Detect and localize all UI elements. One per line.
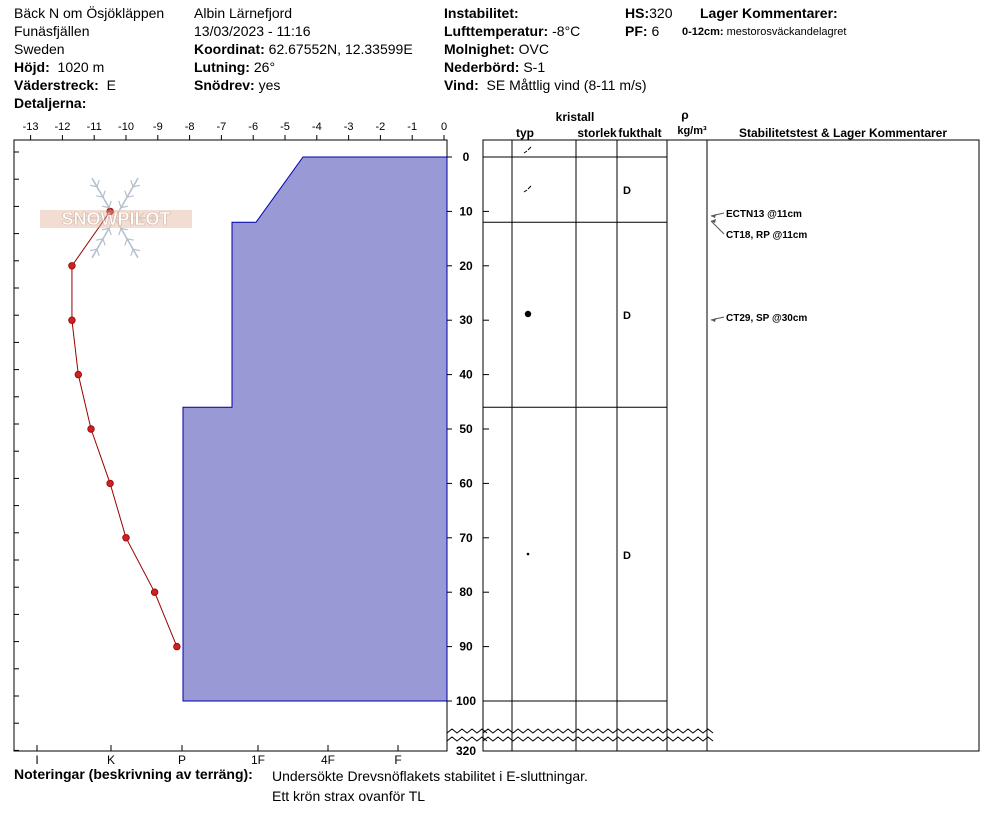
coordinates: Koordinat: 62.67552N, 12.33599E <box>194 41 413 57</box>
snowflake-branch <box>97 249 99 256</box>
layer-comments-title: Lager Kommentarer: <box>700 5 838 21</box>
grain-symbol-decomposing <box>524 147 531 153</box>
temp-tick-label: -1 <box>407 121 418 133</box>
notes-line-2: Ett krön strax ovanför TL <box>272 788 426 804</box>
snowflake-branch <box>109 228 111 235</box>
temperature-point <box>174 643 181 650</box>
temp-tick-label: -9 <box>152 121 163 133</box>
break-zigzag <box>483 737 713 741</box>
temp-tick-label: -13 <box>22 121 39 133</box>
col-typ: typ <box>516 126 534 140</box>
grain-symbol-rounded <box>525 311 531 317</box>
hardness-tick-label: F <box>394 753 402 767</box>
snowflake-branch <box>103 191 105 198</box>
stability-test-label: ECTN13 @11cm <box>726 209 802 220</box>
snowflake-branch <box>131 180 133 187</box>
temperature-point <box>123 535 130 542</box>
hardness-tick-label: K <box>106 753 116 767</box>
depth-tick-label: 50 <box>459 422 473 436</box>
snowflake-branch <box>109 201 111 208</box>
snowflake-branch <box>131 249 133 256</box>
snowpilot-logo <box>40 178 192 258</box>
depth-tick-label: 30 <box>459 313 473 328</box>
grain-symbol-rounded-small <box>527 553 530 556</box>
break-zigzag <box>447 737 487 741</box>
temp-tick-label: -4 <box>311 121 322 133</box>
drift: Snödrev: yes <box>194 77 281 93</box>
temperature-point <box>69 317 76 324</box>
stability-test-label: CT18, RP @11cm <box>726 230 808 241</box>
hardness-profile <box>183 157 447 701</box>
notes-line-1: Undersökte Drevsnöflakets stabilitet i E-sluttningar. <box>272 768 588 784</box>
depth-bottom-label: 320 <box>455 744 477 758</box>
precip: Nederbörd: S-1 <box>444 59 546 75</box>
pf: PF: 6 <box>625 23 660 39</box>
sky: Molnighet: OVC <box>444 41 549 57</box>
location: Bäck N om Ösjökläppen <box>14 5 165 21</box>
elevation: Höjd: 1020 m <box>14 59 105 75</box>
hs: HS:320 <box>625 5 673 21</box>
logo-text: SNOWPILOT <box>61 209 171 229</box>
depth-tick-label: 90 <box>459 639 473 654</box>
notes <box>14 766 253 782</box>
hardness-tick-label: I <box>35 753 39 767</box>
temp-tick-label: 0 <box>440 121 448 133</box>
snowflake-branch <box>97 180 99 187</box>
depth-tick-label: 100 <box>455 694 477 708</box>
temperature-point <box>69 263 76 270</box>
moisture-label: D <box>623 550 631 562</box>
snowflake-branch <box>125 239 127 246</box>
test-arrow <box>711 221 724 234</box>
hardness-tick-label: P <box>177 753 187 767</box>
col-stability: Stabilitetstest & Lager Kommentarer <box>738 126 948 140</box>
layer-comment-row: 0-12cm: mestorosväckandelagret <box>682 26 847 38</box>
test-arrowhead <box>711 318 716 322</box>
depth-tick-label: 10 <box>459 204 473 219</box>
col-rho-unit: kg/m³ <box>677 125 707 137</box>
hardness-tick-label: 4F <box>320 753 336 767</box>
snowflake-branch <box>125 191 127 198</box>
country: Sweden <box>14 41 65 57</box>
hardness-tick-label: 1F <box>250 753 266 767</box>
test-arrowhead <box>711 214 716 218</box>
temp-tick-label: -12 <box>54 121 71 133</box>
col-fukthalt: fukthalt <box>618 126 662 140</box>
col-storlek: storlek <box>577 126 617 140</box>
col-kristall: kristall <box>555 110 595 124</box>
temperature-point <box>107 480 114 487</box>
stability-test-label: CT29, SP @30cm <box>726 313 808 324</box>
observer: Albin Lärnefjord <box>194 5 293 21</box>
break-zigzag <box>483 729 713 733</box>
grain-symbol-decomposing <box>524 186 531 192</box>
break-zigzag <box>447 729 487 733</box>
depth-tick-label: 20 <box>459 258 473 273</box>
snowflake-branch <box>119 228 121 235</box>
temp-tick-label: -8 <box>184 121 195 133</box>
notes-label: Noteringar (beskrivning av terräng): <box>14 766 253 782</box>
snowflake-branch <box>119 201 121 208</box>
temperature-point <box>151 589 158 596</box>
depth-tick-label: 40 <box>459 367 473 382</box>
moisture-label: D <box>623 185 631 197</box>
datetime: 13/03/2023 - 11:16 <box>194 23 311 39</box>
temp-tick-label: -3 <box>343 121 354 133</box>
depth-tick-label: 70 <box>459 530 473 545</box>
slope: Lutning: 26° <box>194 59 276 75</box>
temp-tick-label: -7 <box>216 121 227 133</box>
temperature-point <box>75 371 82 378</box>
temp-tick-label: -10 <box>118 121 134 133</box>
depth-tick-label: 60 <box>459 476 473 491</box>
temp-tick-label: -2 <box>375 121 386 133</box>
temp-tick-label: -5 <box>280 121 290 133</box>
col-rho: ρ <box>681 108 689 122</box>
temperature-point <box>88 426 95 433</box>
instability: Instabilitet: <box>444 5 519 21</box>
region: Funäsfjällen <box>14 23 90 39</box>
temp-tick-label: -11 <box>86 121 102 133</box>
snowflake-branch <box>103 239 105 246</box>
wind: Vind: SE Måttlig vind (8-11 m/s) <box>444 77 647 93</box>
air-temp: Lufttemperatur: -8°C <box>444 23 581 39</box>
moisture-label: D <box>623 310 631 322</box>
temp-tick-label: -6 <box>248 121 259 133</box>
depth-tick-label: 0 <box>462 150 470 164</box>
details: Detaljerna: <box>14 95 87 111</box>
aspect: Väderstreck: E <box>14 77 116 93</box>
depth-tick-label: 80 <box>459 585 473 600</box>
